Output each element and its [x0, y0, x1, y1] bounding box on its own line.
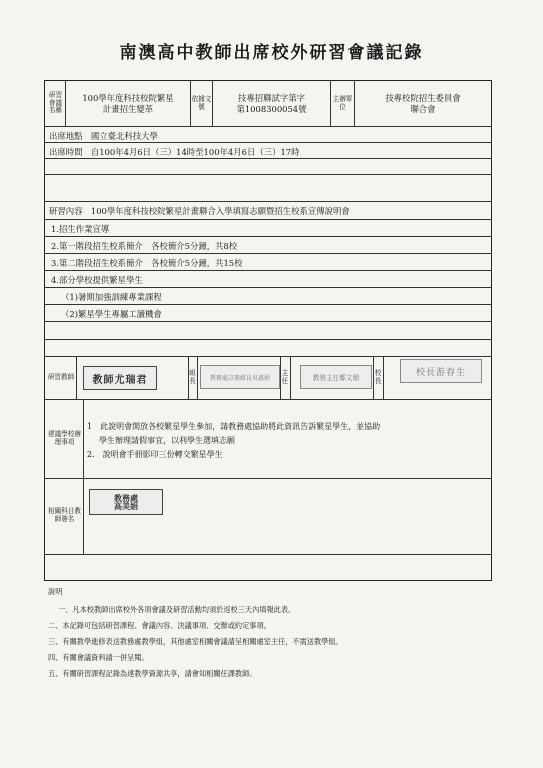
note-line: 二、本記錄可包括研習課程、會議內容、決議事項、交辦或約定事項。 [48, 621, 271, 630]
leader-seal: 教務處註冊組長吳惠娟 [200, 365, 280, 389]
teacher-seal: 教師尤瑞君 [83, 366, 157, 390]
director-seal: 教務主任鄭文順 [300, 365, 372, 389]
organizer-line-1: 技專校院招生委員會 [385, 93, 461, 103]
content-item: （1)暑期加強訓練專業課程 [61, 292, 162, 302]
note-line: 三、有關教學進修表送教務處教學組，其他處室相關會議請呈相關處室主任，不需送教學組。 [48, 637, 343, 646]
content-item: 3.第二階段招生校系簡介 各校簡介5分鐘，共15校 [51, 258, 243, 268]
time-field: 出席時間 自100年4月6日（三）14時至100年4月6日（三）17時 [49, 147, 300, 157]
page-title: 南澳高中教師出席校外研習會議記錄 [119, 43, 424, 63]
note-line: 一、凡本校教師出席校外各項會議及研習活動均須於返校三天內填報此表。 [58, 605, 296, 614]
principal-seal: 校長游春生 [400, 359, 482, 383]
content-heading: 研習內容 100學年度科技校院繁星計畫聯合入學填寫志願暨招生校系宣傳說明會 [49, 206, 350, 216]
suggestion-item-2: 2. 說明會手冊影印三份轉交繁星學生 [87, 450, 223, 459]
meeting-name-line-2: 計畫招生變革 [102, 103, 154, 114]
director-label: 主任 [281, 369, 289, 385]
organizer-value [355, 81, 491, 126]
meeting-record-form [44, 80, 492, 581]
note-line: 四、有關會議資料請一併呈閱。 [48, 653, 149, 662]
related-teacher-seal [89, 489, 163, 515]
related-teachers-label: 相關科目教師簽名 [48, 507, 81, 523]
note-line: 五、有關研習課程記錄為達教學資源共享，請會知相關任課教師。 [48, 669, 257, 678]
organizer-line-2: 聯合會 [410, 103, 436, 114]
content-item: （2)繁星學生專屬工讀機會 [61, 309, 162, 319]
basis-line-2: 第1008300054號 [236, 103, 307, 114]
teacher-label: 研習教師 [47, 373, 75, 382]
organizer-label: 主辦單位 [332, 94, 353, 111]
suggestions-label: 建議學校辦理事項 [48, 429, 81, 446]
leader-label: 組長 [189, 369, 196, 385]
content-item: 4.部分學校提供繁星學生 [51, 275, 143, 285]
suggestion-item-1-line-1: 1 此說明會開放各校繁星學生參加，請教務處協助將此資訊告訴繁星學生，並協助 [87, 422, 381, 431]
content-item: 2.第一階段招生校系簡介 各校簡介5分鐘，共8校 [51, 241, 238, 251]
principal-label: 校長 [374, 369, 382, 385]
basis-label: 依據文號 [191, 94, 212, 111]
meeting-name-value [66, 81, 190, 126]
basis-line-1: 技專招聯試字第字 [238, 93, 305, 103]
basis-value [213, 81, 330, 126]
suggestion-item-1-line-2: 學生辦理請假事宜，以利學生選填志願 [99, 436, 235, 445]
meeting-name-line-1: 100學年度科技校院繁星 [82, 93, 174, 103]
seal-line-2: 高美娟 [114, 501, 138, 511]
location-field: 出席地點 國立臺北科技大學 [49, 131, 158, 141]
content-item: 1.招生作業宣導 [51, 224, 110, 234]
notes-heading: 說明 [48, 587, 63, 596]
seal-line-1: 教務處 [114, 492, 138, 503]
meeting-name-label: 研習會議名稱 [48, 90, 63, 115]
